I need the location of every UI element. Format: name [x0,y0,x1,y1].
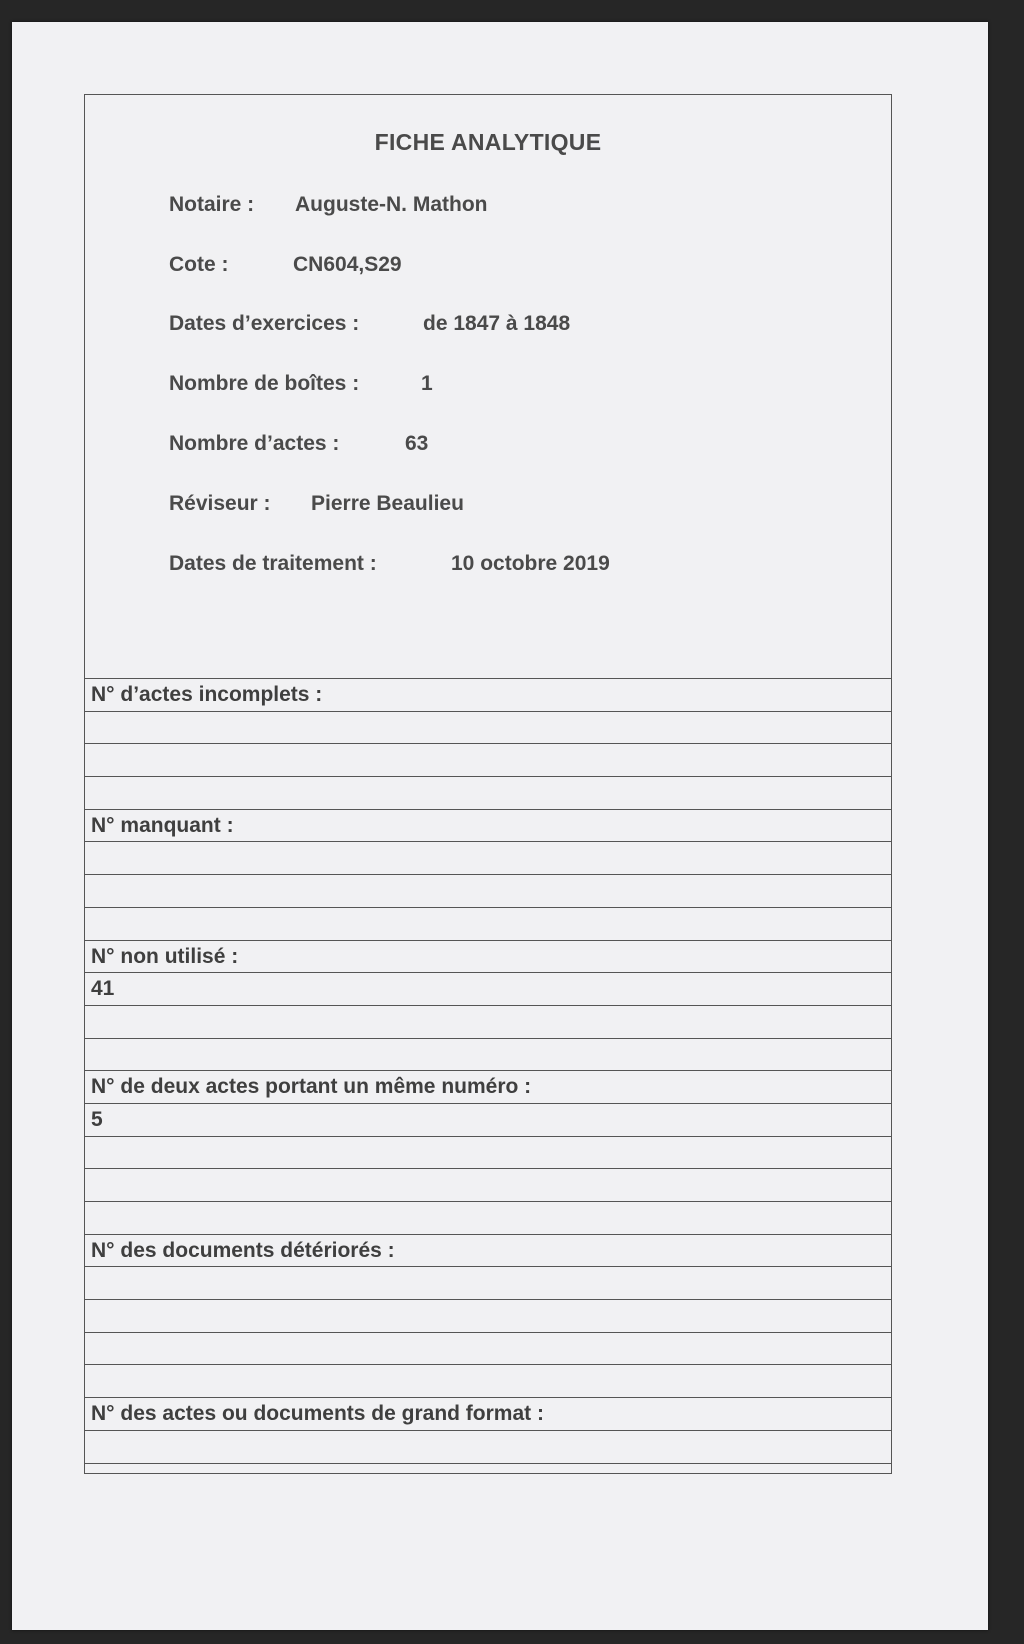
blank-line [85,711,891,744]
field-nombre-actes [169,432,429,456]
dates-exercices-label: Dates d’exercices : [169,312,360,335]
blank-line [85,1201,891,1234]
blank-line [85,1136,891,1169]
blank-line [85,1168,891,1201]
blank-line [85,743,891,776]
blank-line [85,776,891,809]
field-nombre-boites [169,372,433,396]
section-heading: N° d’actes incomplets : [85,678,891,711]
document-page [12,22,988,1630]
blank-line [85,841,891,874]
field-reviseur [169,492,464,516]
dates-traitement-label: Dates de traitement : [169,552,377,575]
blank-line [85,874,891,907]
sections-table [85,678,891,1475]
field-dates-traitement [169,552,610,576]
dates-traitement-value: 10 octobre 2019 [451,552,610,575]
blank-line [85,1005,891,1038]
nombre-actes-value: 63 [405,432,429,455]
nombre-boites-label: Nombre de boîtes : [169,372,360,395]
dates-exercices-value: de 1847 à 1848 [423,312,571,335]
blank-line [85,1299,891,1332]
section-heading: N° des actes ou documents de grand format : [85,1397,891,1430]
entry-line: 5 [85,1103,891,1136]
blank-line [85,1266,891,1299]
nombre-boites-value: 1 [421,372,433,395]
section-heading: N° de deux actes portant un même numéro : [85,1070,891,1103]
field-dates-exercices [169,312,571,336]
section-heading: N° des documents détériorés : [85,1234,891,1267]
blank-line [85,1038,891,1071]
entry-line: 41 [85,972,891,1005]
section-heading: N° non utilisé : [85,940,891,973]
reviseur-label: Réviseur : [169,492,271,515]
notaire-value: Auguste-N. Mathon [295,193,488,216]
blank-line [85,1430,891,1463]
analytic-form [84,94,892,1474]
field-cote [169,253,402,277]
blank-line [85,1364,891,1397]
form-title: FICHE ANALYTIQUE [374,129,602,155]
section-heading: N° manquant : [85,809,891,842]
notaire-label: Notaire : [169,193,255,216]
cote-value: CN604,S29 [293,253,402,276]
field-notaire [169,193,488,217]
blank-line [85,907,891,940]
nombre-actes-label: Nombre d’actes : [169,432,340,455]
reviseur-value: Pierre Beaulieu [311,492,464,515]
cote-label: Cote : [169,253,229,276]
blank-line [85,1332,891,1365]
blank-line [85,1463,891,1496]
